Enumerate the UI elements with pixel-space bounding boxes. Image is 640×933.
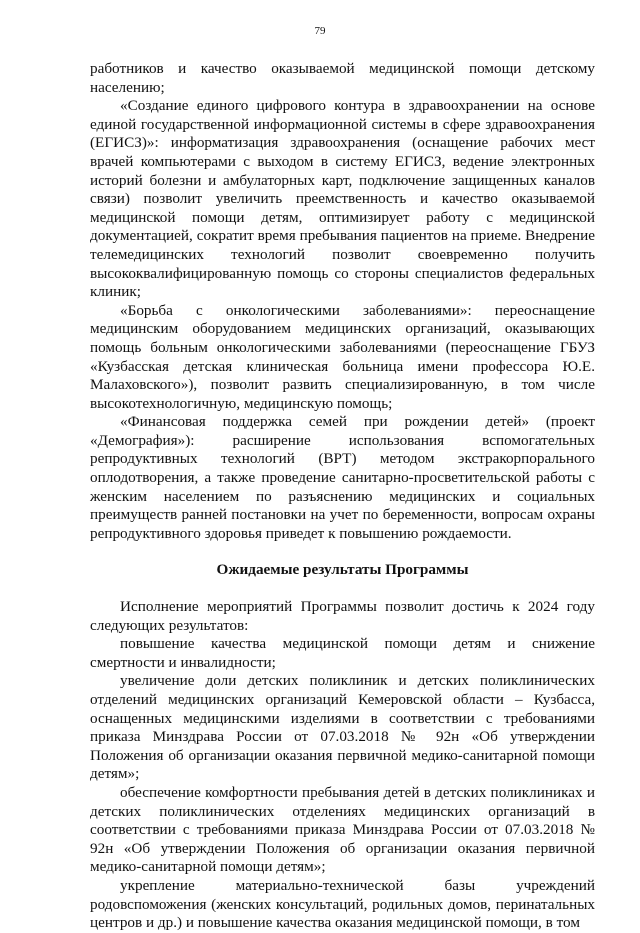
paragraph: «Борьба с онкологическими заболеваниями»: переоснащение медицинским оборудованием медицинских организаций, оказывающих помощь больным онкологическими заболеваниями (переоснащение ГБУЗ «Кузбасская детская клиническая больница имени профессора Ю.Е. Малаховского»), позволит развить специализированную, в том числе высокотехнологичную, медицинскую помощь; <box>90 301 595 412</box>
paragraph: увеличение доли детских поликлиник и детских поликлинических отделений медицинских организаций Кемеровской области – Кузбасса, оснащенных медицинскими изделиями в соответствии с требованиями приказа Минздрава России от 07.03.2018 № 92н «Об утверждении Положения об организации оказания первичной медико-санитарной помощи детям»; <box>90 672 595 783</box>
paragraph: «Финансовая поддержка семей при рождении детей» (проект «Демография»): расширение использования вспомогательных репродуктивных технологий (ВРТ) методом экстракорпорального оплодотворения, а также проведение санитарно-просветительской работы с женским населением по разъяснению медицинских и социальных преимуществ ранней постановки на учет по беременности, вопросам охраны репродуктивного здоровья приведет к повышению рождаемости. <box>90 413 595 542</box>
paragraph: укрепление материально-технической базы учреждений родовспоможения (женских консультаций, родильных домов, перинатальных центров и др.) и повышение качества оказания медицинской помощи, в том <box>90 876 595 932</box>
paragraph: «Создание единого цифрового контура в здравоохранении на основе единой государственной информационной системы в сфере здравоохранения (ЕГИСЗ)»: информатизация здравоохранения (оснащение рабочих мест врачей компьютерами с выходом в систему ЕГИСЗ, ведение электронных историй болезни и амбулаторных карт, подключение защищенных каналов связи) позволит увеличить преемственность и качество оказываемой медицинской помощи детям, оптимизирует работу с медицинской документацией, сократит время пребывания пациентов на приеме. Внедрение телемедицинских технологий позволит своевременно получить высококвалифицированную помощь со стороны специалистов федеральных клиник; <box>90 97 595 301</box>
paragraph: Исполнение мероприятий Программы позволит достичь к 2024 году следующих результатов: <box>90 598 595 634</box>
paragraph: повышение качества медицинской помощи детям и снижение смертности и инвалидности; <box>90 635 595 671</box>
document-body <box>90 60 595 933</box>
section-heading: Ожидаемые результаты Программы <box>216 561 469 579</box>
page-number: 79 <box>314 25 326 37</box>
paragraph: работников и качество оказываемой медицинской помощи детскому населению; <box>90 60 595 96</box>
paragraph: обеспечение комфортности пребывания детей в детских поликлиниках и детских поликлинических отделениях медицинских организаций в соответствии с требованиями приказа Минздрава России от 07.03.2018 № 92н «Об утверждении Положения об организации оказания первичной медико-санитарной помощи детям»; <box>90 783 595 876</box>
